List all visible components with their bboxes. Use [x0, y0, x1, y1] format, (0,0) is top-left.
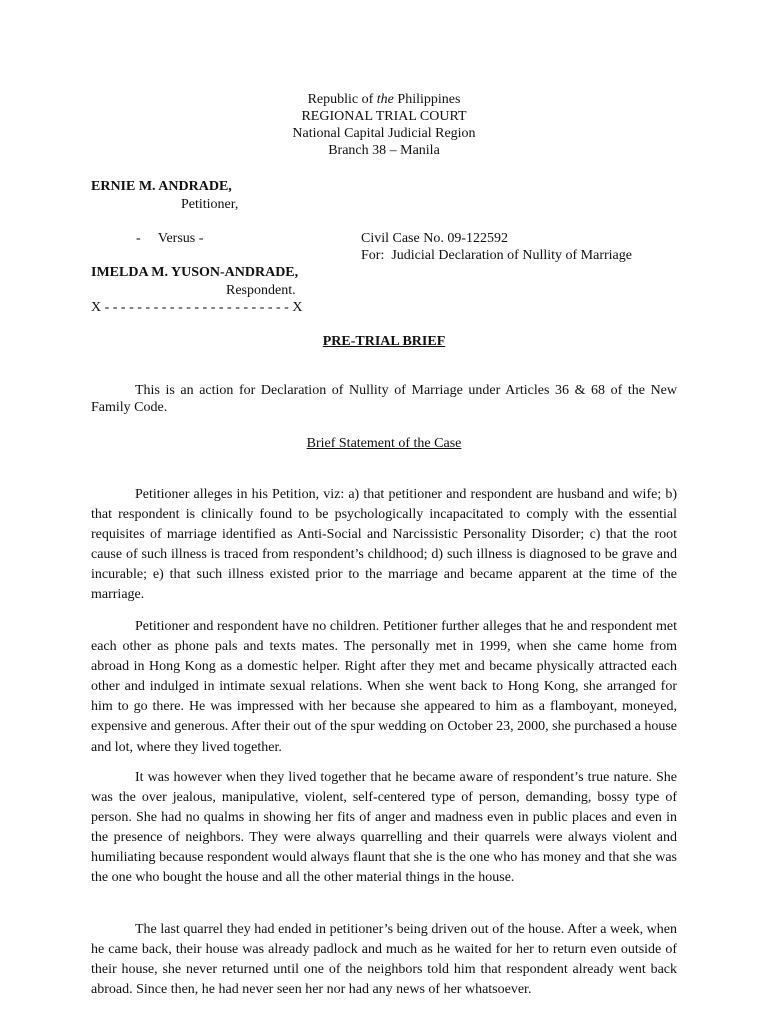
intro-text: This is an action for Declaration of Nullity of Marriage under Articles 36 & 68 of the New Family Code. — [91, 383, 677, 415]
section-heading: Brief Statement of the Case — [306, 436, 462, 451]
header-branch: Branch 38 – Manila — [328, 143, 440, 158]
petitioner-role: Petitioner, — [181, 197, 239, 212]
petitioner-name: ERNIE M. ANDRADE, — [91, 179, 232, 194]
case-nature: For: Judicial Declaration of Nullity of Marriage — [361, 248, 632, 263]
versus-label: - Versus - — [136, 231, 204, 246]
header-court-name: REGIONAL TRIAL COURT — [301, 109, 467, 124]
case-number: Civil Case No. 09-122592 — [361, 231, 508, 246]
body-paragraph-2-text: Petitioner and respondent have no children. Petitioner further alleges that he and respondent met each other as phone pals and texts mates. The personally met in 1999, when she came home from abroad in Hong Kong as a domestic helper. Right after they met and became physically attracted each other and indulged in intimate sexual relations. When she went back to Hong Kong, she arranged for him to go there. He was impressed with her because she appeared to him as a flamboyant, moneyed, expensive and generous. After their out of the spur wedding on October 23, 2000, she purchased a house and lot, where they lived together. — [91, 619, 677, 755]
body-paragraph-4-text: The last quarrel they had ended in petitioner’s being driven out of the house. After a week, when he came back, their house was already padlock and much as he waited for her to return even outside of their house, she never returned until one of the neighbors told him that respondent already went back abroad. Since then, he had never seen her nor had any news of her whatsoever. — [91, 922, 677, 998]
document-title: PRE-TRIAL BRIEF — [322, 334, 446, 349]
caption-separator: X - - - - - - - - - - - - - - - - - - - - - - - X — [91, 300, 303, 315]
body-paragraph-1 — [91, 485, 677, 606]
respondent-name: IMELDA M. YUSON-ANDRADE, — [91, 265, 299, 280]
body-paragraph-4 — [91, 920, 677, 1000]
respondent-role: Respondent. — [226, 283, 296, 298]
body-paragraph-1-text: Petitioner alleges in his Petition, viz: a) that petitioner and respondent are husband and wife; b) that respondent is clinically found to be psychologically incapacitated to comply with the essential requisites of marriage identified as Anti-Social and Narcissistic Personality Disorder; c) that the root cause of such illness is traced from respondent’s childhood; d) such illness is diagnosed to be grave and incurable; e) that such illness existed prior to the marriage and became apparent at the time of the marriage. — [91, 487, 677, 603]
body-paragraph-3-text: It was however when they lived together that he became aware of respondent’s true nature. She was the over jealous, manipulative, violent, self-centered type of person, demanding, bossy type of person. She had no qualms in showing her fits of anger and madness even in public places and even in the presence of neighbors. They were always quarrelling and their quarrels were always violent and humiliating because respondent would always flaunt that she is the one who has money and that she was the one who bought the house and all the other material things in the house. — [91, 770, 677, 886]
header-republic-pre: Republic of — [307, 92, 377, 107]
body-paragraph-3 — [91, 768, 677, 889]
header-republic-em: the — [376, 92, 394, 107]
header-judicial-region: National Capital Judicial Region — [292, 126, 476, 141]
header-republic-post: Philippines — [393, 92, 461, 107]
body-paragraph-2 — [91, 617, 677, 758]
intro-paragraph — [91, 382, 677, 416]
header-republic-line — [0, 91, 768, 108]
